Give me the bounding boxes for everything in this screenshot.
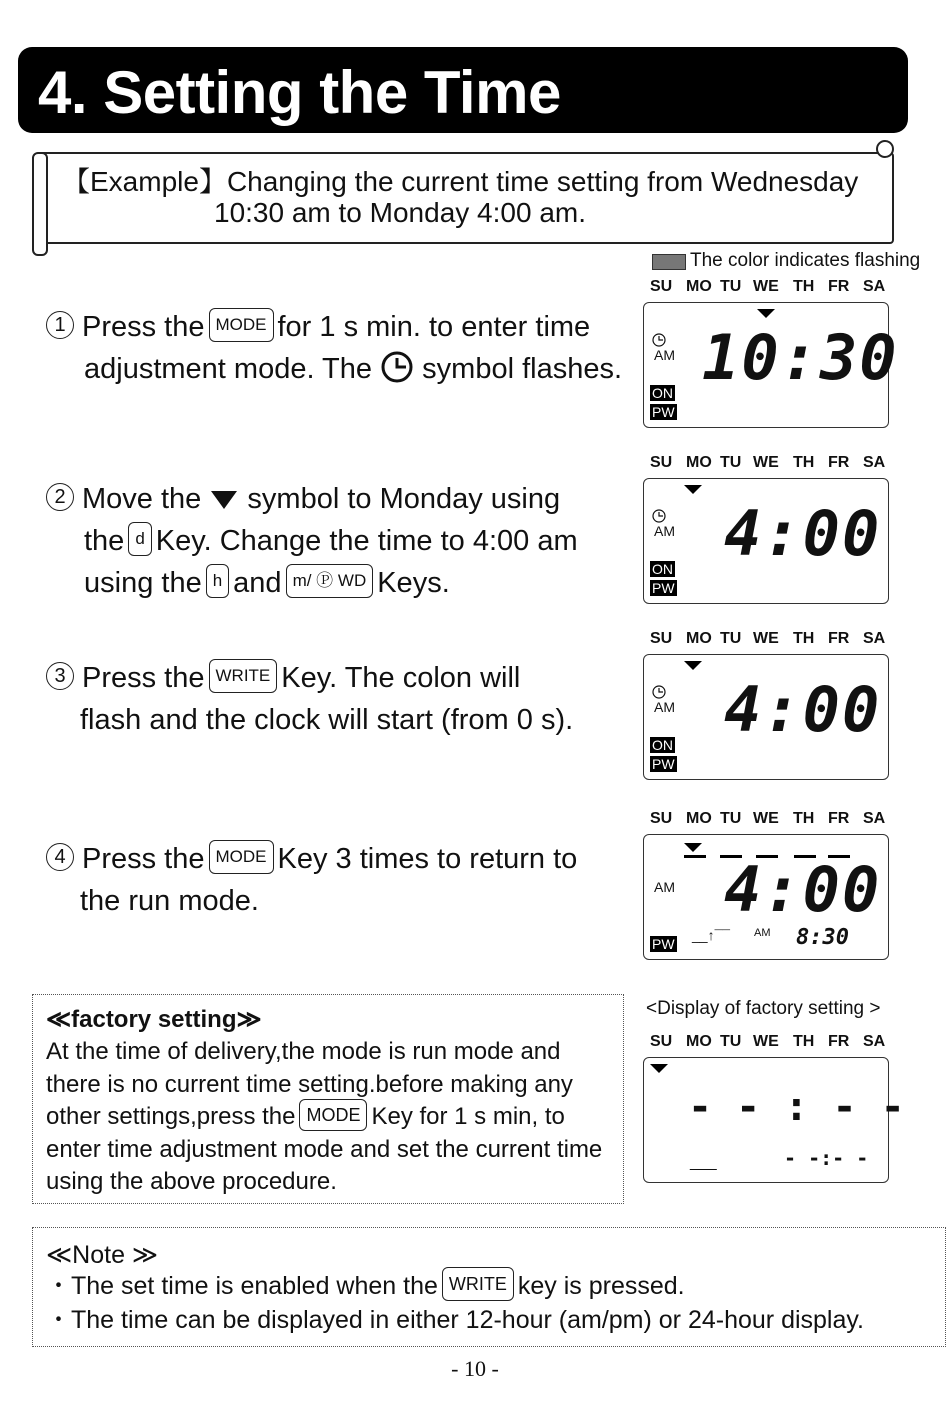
output-indicator: ___	[690, 1154, 717, 1171]
step-text: Key 3 times to return to	[277, 843, 578, 875]
step-1	[46, 306, 622, 390]
step-3	[46, 657, 573, 741]
page-title: 4. Setting the Time	[38, 59, 561, 126]
lcd-display-4	[643, 834, 889, 960]
clock-icon	[652, 685, 666, 699]
on-badge: ON	[652, 737, 673, 753]
lcd-time: 4:00	[724, 673, 882, 746]
output-indicator: __↑¯¯	[692, 927, 731, 943]
minute-key: m/ Ⓟ WD	[286, 564, 374, 598]
pw-badge: PW	[652, 580, 675, 596]
mode-key: MODE	[209, 840, 274, 874]
am-indicator: AM	[654, 879, 675, 895]
lcd-sub-time: 8:30	[796, 925, 849, 950]
pw-badge: PW	[652, 936, 675, 952]
legend-text: The color indicates flashing	[690, 250, 921, 271]
clock-icon	[380, 350, 414, 384]
lcd-time: 4:00	[724, 497, 882, 570]
day-key: d	[128, 522, 151, 556]
factory-heading: ≪factory setting≫	[46, 1006, 262, 1033]
day-row: SU MO TU WE TH FR SA	[650, 278, 886, 295]
scroll-curl-left	[32, 152, 48, 256]
note-heading: ≪Note ≫	[46, 1241, 159, 1269]
clock-icon	[652, 509, 666, 523]
am-indicator: AM	[654, 699, 675, 715]
am-indicator: AM	[654, 523, 675, 539]
day-indicator-icon	[684, 843, 702, 852]
step-text: Press the	[82, 311, 205, 343]
step-text: Key. The colon will	[281, 662, 521, 694]
clock-icon	[652, 333, 666, 347]
step-text: Keys.	[377, 567, 450, 599]
step-number: 2	[46, 483, 74, 511]
step-text: Move the	[82, 483, 202, 515]
step-text: adjustment mode. The	[84, 353, 373, 385]
factory-text: At the time of delivery,the mode is run mode and there is no current time setting.before making any other settings,press the MODE Key for 1 s min, to enter time adjustment mode and set the current time using the above procedure.	[46, 1038, 603, 1196]
step-text: using the	[84, 567, 202, 599]
mode-key: MODE	[209, 308, 274, 342]
day-indicator-icon	[650, 1064, 668, 1073]
step-2	[46, 478, 578, 604]
step-text: for 1 s min. to enter time	[277, 311, 591, 343]
step-number: 1	[46, 311, 74, 339]
lcd-sub-time: - -:- -	[784, 1146, 869, 1170]
on-badge: ON	[652, 561, 673, 577]
day-indicator-icon	[684, 485, 702, 494]
day-row: SU MO TU WE TH FR SA	[650, 810, 886, 827]
step-text: Press the	[82, 662, 205, 694]
sub-am-indicator: AM	[754, 927, 771, 939]
day-indicator-icon	[684, 661, 702, 670]
day-row: SU MO TU WE TH FR SA	[650, 630, 886, 647]
day-row: SU MO TU WE TH FR SA	[650, 454, 886, 471]
step-text: flash and the clock will start (from 0 s).	[80, 704, 574, 736]
write-key: WRITE	[442, 1267, 514, 1301]
down-triangle-icon	[209, 489, 239, 511]
write-key: WRITE	[209, 659, 278, 693]
page-number: - 10 -	[451, 1356, 499, 1381]
pw-badge: PW	[652, 756, 675, 772]
step-text: symbol flashes.	[422, 353, 623, 385]
step-text: symbol to Monday using	[247, 483, 561, 515]
mode-key: MODE	[299, 1099, 367, 1131]
lcd-time: 4:00	[724, 853, 882, 926]
step-text: and	[233, 567, 282, 599]
step-text: the	[84, 525, 125, 557]
step-number: 3	[46, 662, 74, 690]
lcd-display-1	[643, 302, 899, 428]
step-number: 4	[46, 843, 74, 871]
note-text: ・The set time is enabled when the WRITE key is pressed. ・The time can be displayed in either 12-hour (am/pm) or 24-hour display.	[46, 1270, 864, 1337]
scroll-curl-right	[876, 140, 894, 158]
flashing-color-swatch	[652, 254, 686, 270]
day-indicator-icon	[757, 309, 775, 318]
lcd-display-factory	[643, 1057, 905, 1183]
lcd-display-3	[643, 654, 889, 780]
hour-key: h	[206, 564, 229, 598]
am-indicator: AM	[654, 347, 675, 363]
day-bar	[684, 855, 706, 858]
step-text: the run mode.	[80, 885, 259, 917]
example-line-2: 10:30 am to Monday 4:00 am.	[214, 197, 586, 228]
example-line-1: 【Example】Changing the current time setting from Wednesday	[62, 166, 859, 197]
step-text: Press the	[82, 843, 205, 875]
lcd-time: 10:30	[702, 321, 899, 394]
factory-display-caption: <Display of factory setting >	[646, 998, 881, 1019]
on-badge: ON	[652, 385, 673, 401]
step-text: Key. Change the time to 4:00 am	[155, 525, 578, 557]
day-row: SU MO TU WE TH FR SA	[650, 1033, 886, 1050]
lcd-time: - - : - -	[688, 1084, 905, 1130]
step-4	[46, 838, 577, 922]
lcd-display-2	[643, 478, 889, 604]
pw-badge: PW	[652, 404, 675, 420]
